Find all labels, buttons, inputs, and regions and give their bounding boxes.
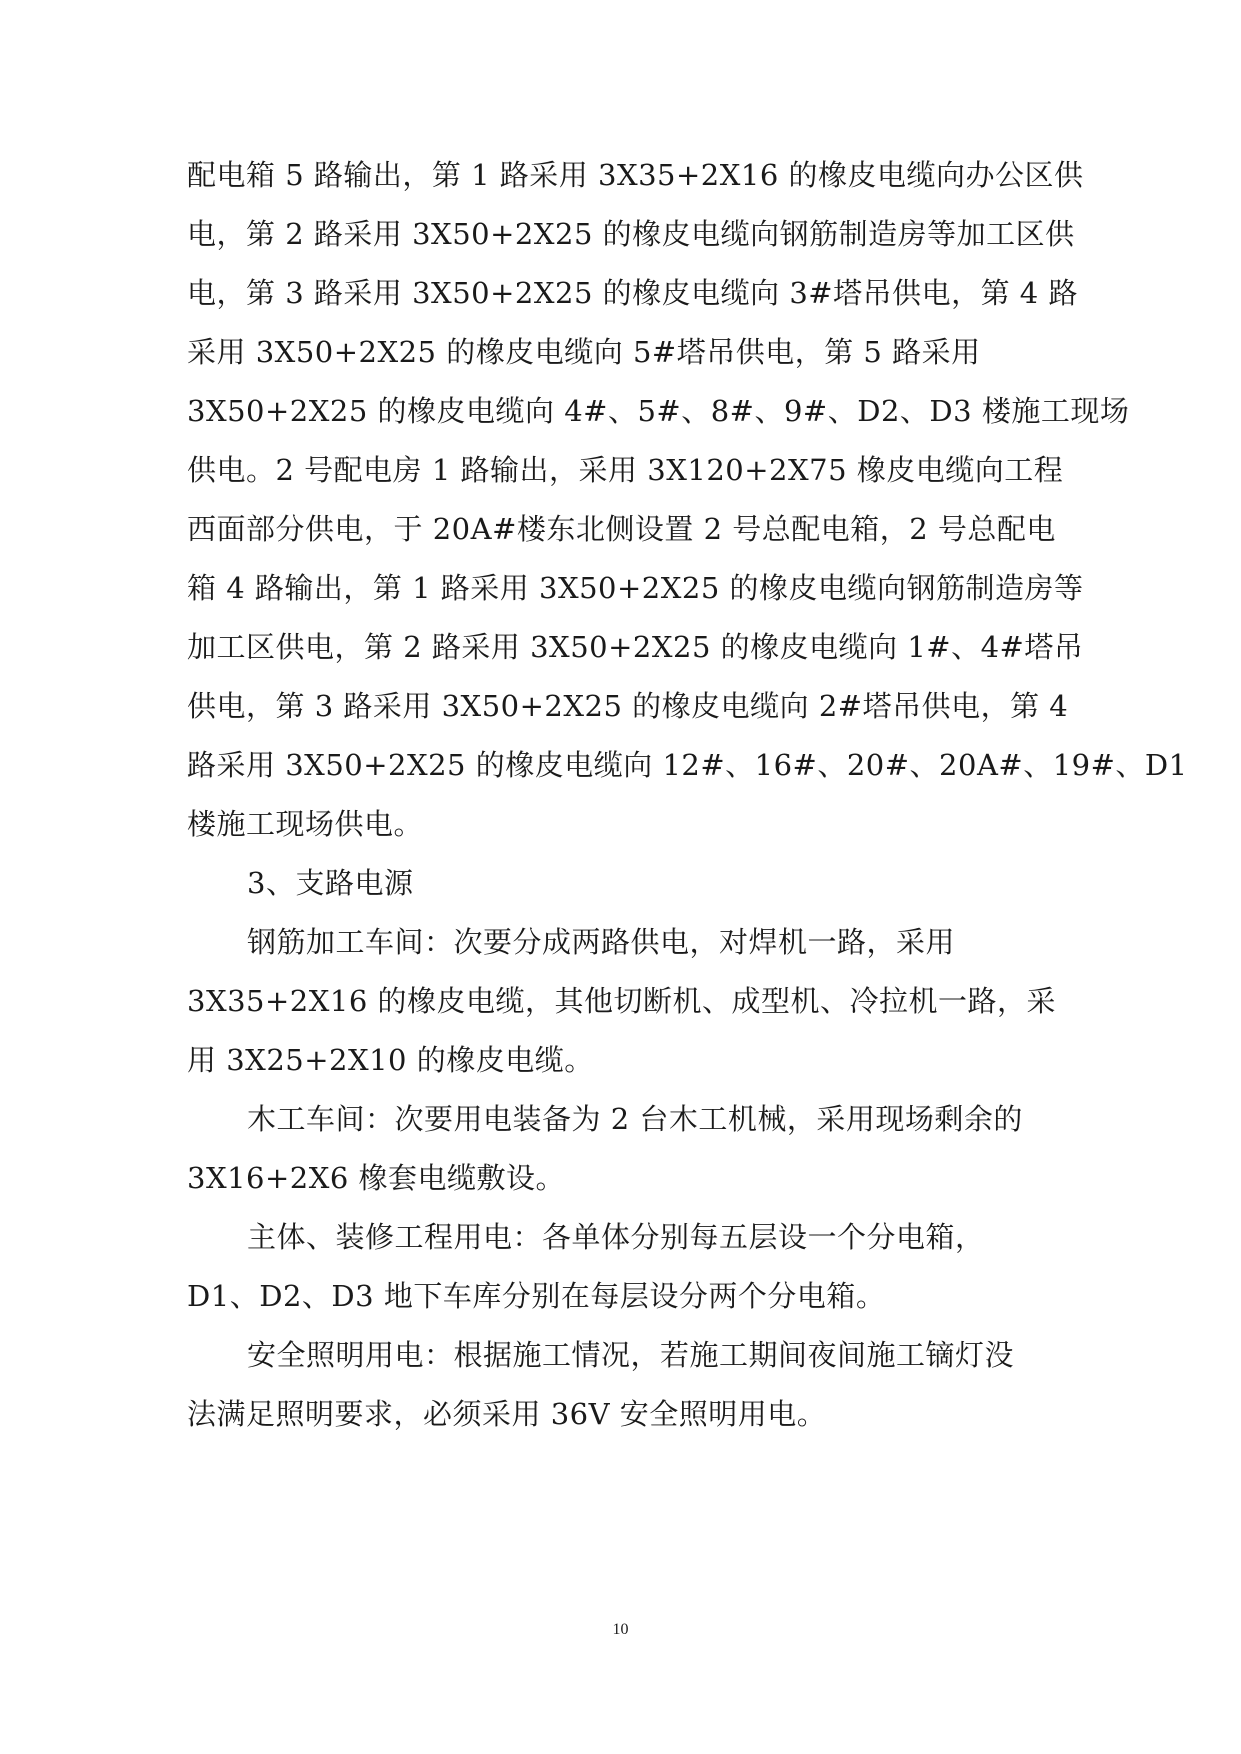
page-number: 10	[612, 1621, 629, 1638]
text-line: 路采用 3X50+2X25 的橡皮电缆向 12#、16#、20#、20A#、19#、D1	[187, 748, 1188, 782]
text-line: 用 3X25+2X10 的橡皮电缆。	[187, 1043, 594, 1077]
text-line: 主体、装修工程用电：各单体分别每五层设一个分电箱，	[247, 1220, 985, 1254]
text-line: 3X50+2X25 的橡皮电缆向 4#、5#、8#、9#、D2、D3 楼施工现场	[187, 394, 1130, 428]
text-line: D1、D2、D3 地下车库分别在每层设分两个分电箱。	[187, 1279, 886, 1313]
text-line: 采用 3X50+2X25 的橡皮电缆向 5#塔吊供电，第 5 路采用	[187, 335, 981, 369]
text-line: 加工区供电，第 2 路采用 3X50+2X25 的橡皮电缆向 1#、4#塔吊	[187, 630, 1084, 664]
text-line: 3X16+2X6 橡套电缆敷设。	[187, 1161, 566, 1195]
text-line: 电，第 2 路采用 3X50+2X25 的橡皮电缆向钢筋制造房等加工区供	[187, 217, 1075, 251]
text-line: 供电。2 号配电房 1 路输出，采用 3X120+2X75 橡皮电缆向工程	[187, 453, 1064, 487]
text-line: 法满足照明要求，必须采用 36V 安全照明用电。	[187, 1397, 827, 1431]
text-line: 木工车间：次要用电装备为 2 台木工机械，采用现场剩余的	[247, 1102, 1023, 1136]
text-line: 箱 4 路输出，第 1 路采用 3X50+2X25 的橡皮电缆向钢筋制造房等	[187, 571, 1084, 605]
text-line: 电，第 3 路采用 3X50+2X25 的橡皮电缆向 3#塔吊供电，第 4 路	[187, 276, 1078, 310]
text-line: 楼施工现场供电。	[187, 807, 424, 841]
text-line: 钢筋加工车间：次要分成两路供电，对焊机一路，采用	[247, 925, 956, 959]
text-line: 配电箱 5 路输出，第 1 路采用 3X35+2X16 的橡皮电缆向办公区供	[187, 158, 1084, 192]
section-heading: 3、支路电源	[247, 866, 414, 900]
text-line: 3X35+2X16 的橡皮电缆，其他切断机、成型机、冷拉机一路，采	[187, 984, 1057, 1018]
text-line: 供电，第 3 路采用 3X50+2X25 的橡皮电缆向 2#塔吊供电，第 4	[187, 689, 1069, 723]
text-line: 西面部分供电，于 20A#楼东北侧设置 2 号总配电箱，2 号总配电	[187, 512, 1056, 546]
text-line: 安全照明用电：根据施工情况，若施工期间夜间施工镝灯没	[247, 1338, 1015, 1372]
